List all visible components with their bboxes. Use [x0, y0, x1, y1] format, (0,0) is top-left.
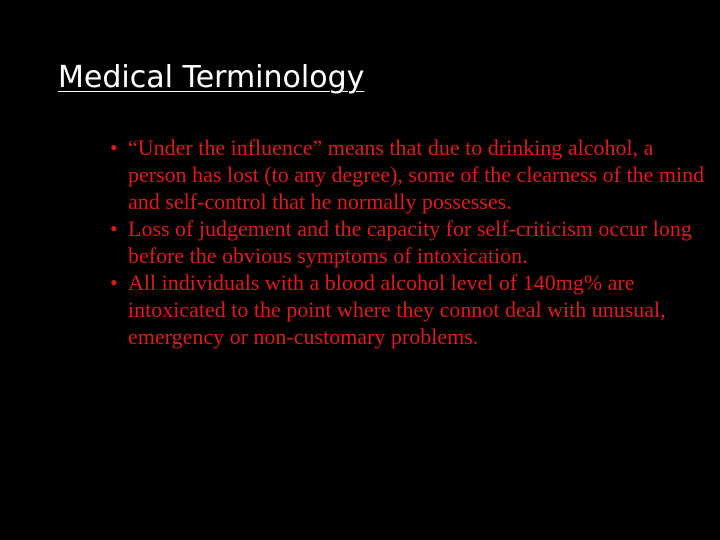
slide-title: Medical Terminology	[58, 60, 365, 95]
bullet-icon: •	[110, 135, 118, 160]
bullet-text: Loss of judgement and the capacity for self-criticism occur long before the obvious symptoms of intoxication.	[128, 216, 692, 268]
bullet-item	[110, 134, 710, 215]
bullet-text: All individuals with a blood alcohol level of 140mg% are intoxicated to the point where they connot deal with unusual, emergency or non-customary problems.	[128, 270, 666, 349]
bullet-item	[110, 215, 710, 269]
bullet-icon: •	[110, 270, 118, 295]
bullet-icon: •	[110, 216, 118, 241]
bullet-list	[110, 134, 710, 350]
bullet-item	[110, 269, 710, 350]
bullet-text: “Under the influence” means that due to drinking alcohol, a person has lost (to any degree), some of the clearness of the mind and self-control that he normally possesses.	[128, 135, 705, 214]
